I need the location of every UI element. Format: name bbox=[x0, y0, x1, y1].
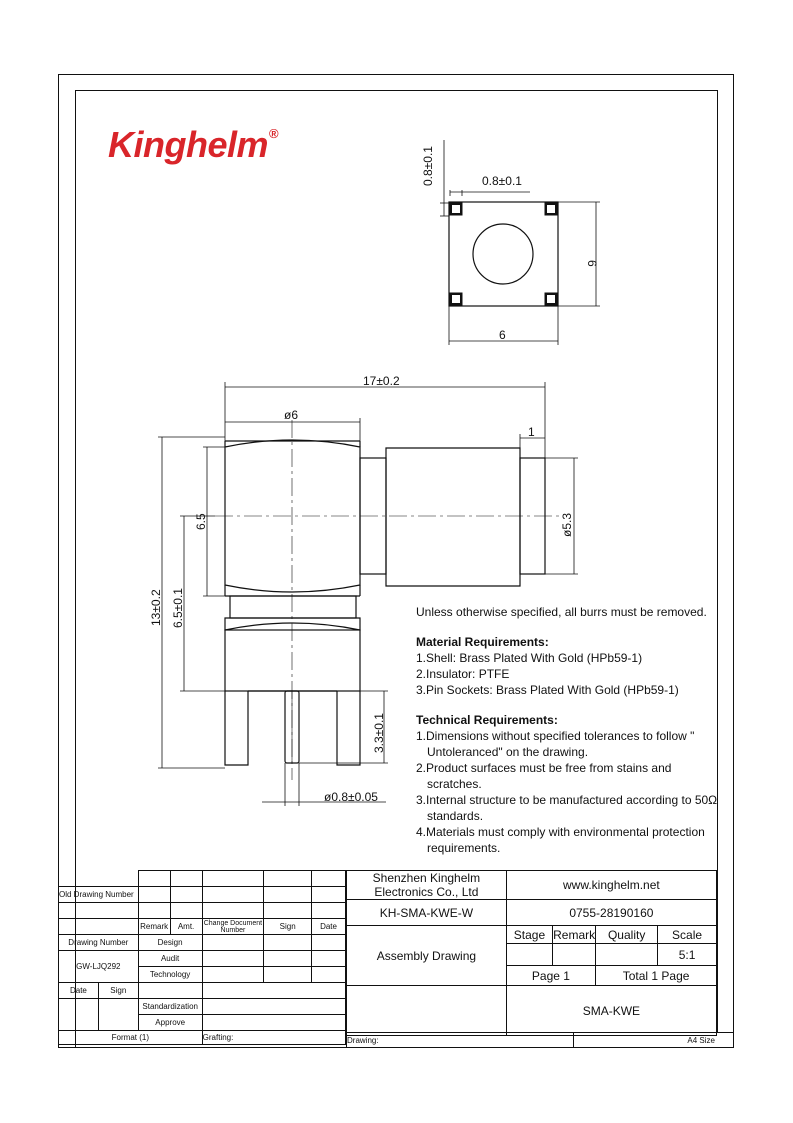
dim-pin-dia: ø0.8±0.05 bbox=[324, 790, 378, 804]
date-col-label: Date bbox=[312, 919, 346, 935]
approve-label: Approve bbox=[138, 1015, 202, 1031]
total-pages: Total 1 Page bbox=[596, 966, 717, 986]
technical-item: 3.Internal structure to be manufactured according to 50Ω standards. bbox=[416, 793, 718, 823]
page-number: Page 1 bbox=[506, 966, 595, 986]
a4-size-label: A4 Size bbox=[574, 1033, 734, 1048]
top-view bbox=[440, 140, 600, 345]
scale-value: 5:1 bbox=[658, 944, 717, 966]
technical-title: Technical Requirements: bbox=[416, 713, 558, 727]
dim-pad-width: 0.8±0.1 bbox=[482, 174, 522, 188]
design-label: Design bbox=[138, 935, 202, 951]
lower-band bbox=[225, 618, 360, 630]
old-drawing-number-label: Old Drawing Number bbox=[59, 887, 139, 903]
grafting-label: Grafting: bbox=[202, 1031, 345, 1045]
model-name: SMA-KWE bbox=[506, 986, 716, 1036]
drawing-notes bbox=[416, 604, 726, 870]
dim-total-length: 17±0.2 bbox=[363, 374, 400, 388]
general-note: Unless otherwise specified, all burrs must be removed. bbox=[416, 605, 707, 619]
neck bbox=[230, 596, 356, 618]
dim-center-height: 6.5±0.1 bbox=[171, 588, 185, 628]
drawing-number-value: GW-LJQ292 bbox=[59, 951, 139, 983]
dim-thread-dia: ø5.3 bbox=[560, 512, 574, 537]
dim-body-dia: ø6 bbox=[284, 408, 299, 422]
company-name: Shenzhen Kinghelm Electronics Co., Ltd bbox=[347, 871, 507, 900]
title-block-right bbox=[346, 870, 717, 1036]
audit-label: Audit bbox=[138, 951, 202, 967]
standardization-label: Standardization bbox=[138, 999, 202, 1015]
technical-item: 2.Product surfaces must be free from stains and scratches. bbox=[416, 761, 672, 791]
stage-label: Stage bbox=[506, 926, 552, 944]
top-view-outline bbox=[449, 202, 558, 306]
dim-nut-width: 1 bbox=[528, 425, 535, 439]
document-type: Assembly Drawing bbox=[347, 926, 507, 986]
sign-label: Sign bbox=[98, 983, 138, 999]
website: www.kinghelm.net bbox=[506, 871, 716, 900]
registered-mark: ® bbox=[269, 126, 279, 141]
title-block-bottom-left bbox=[58, 982, 346, 1045]
material-title: Material Requirements: bbox=[416, 635, 549, 649]
drawing-label: Drawing: bbox=[347, 1033, 574, 1048]
material-requirements bbox=[416, 634, 726, 698]
dim-top-width: 6 bbox=[499, 328, 506, 342]
brand-name: Kinghelm bbox=[108, 124, 269, 165]
material-item: 1.Shell: Brass Plated With Gold (HPb59-1) bbox=[416, 651, 643, 665]
technical-requirements bbox=[416, 712, 726, 856]
remark-label-2: Remark bbox=[553, 927, 596, 942]
title-block-left bbox=[58, 870, 346, 983]
dim-pin-length: 3.3±0.1 bbox=[372, 713, 386, 753]
dim-total-height: 13±0.2 bbox=[149, 589, 163, 626]
amt-label: Amt. bbox=[170, 919, 202, 935]
thread-body bbox=[386, 448, 520, 586]
material-item: 3.Pin Sockets: Brass Plated With Gold (HPb59-1) bbox=[416, 683, 679, 697]
phone: 0755-28190160 bbox=[506, 900, 716, 926]
top-view-center-circle bbox=[473, 224, 533, 284]
quality-label: Quality bbox=[596, 926, 658, 944]
format-label: Format (1) bbox=[59, 1031, 203, 1045]
change-doc-label: Change Document Number bbox=[203, 919, 263, 934]
material-item: 2.Insulator: PTFE bbox=[416, 667, 510, 681]
dim-pad-height: 0.8±0.1 bbox=[421, 146, 435, 186]
title-block-drawing-row bbox=[346, 1032, 734, 1048]
remark-label: Remark bbox=[138, 919, 170, 935]
technical-item: 1.Dimensions without specified tolerances to follow " Untoleranced" on the drawing. bbox=[416, 729, 695, 759]
lower-body bbox=[225, 630, 360, 691]
part-number: KH-SMA-KWE-W bbox=[347, 900, 507, 926]
technology-label: Technology bbox=[138, 967, 202, 983]
dim-top-height: 6 bbox=[585, 260, 599, 267]
scale-label: Scale bbox=[658, 926, 717, 944]
drawing-number-label: Drawing Number bbox=[59, 935, 139, 951]
date-label: Date bbox=[59, 983, 99, 999]
dim-half-height: 6.5 bbox=[194, 513, 208, 530]
technical-item: 4.Materials must comply with environmental protection requirements. bbox=[416, 825, 705, 855]
sign-col-label: Sign bbox=[264, 919, 312, 935]
